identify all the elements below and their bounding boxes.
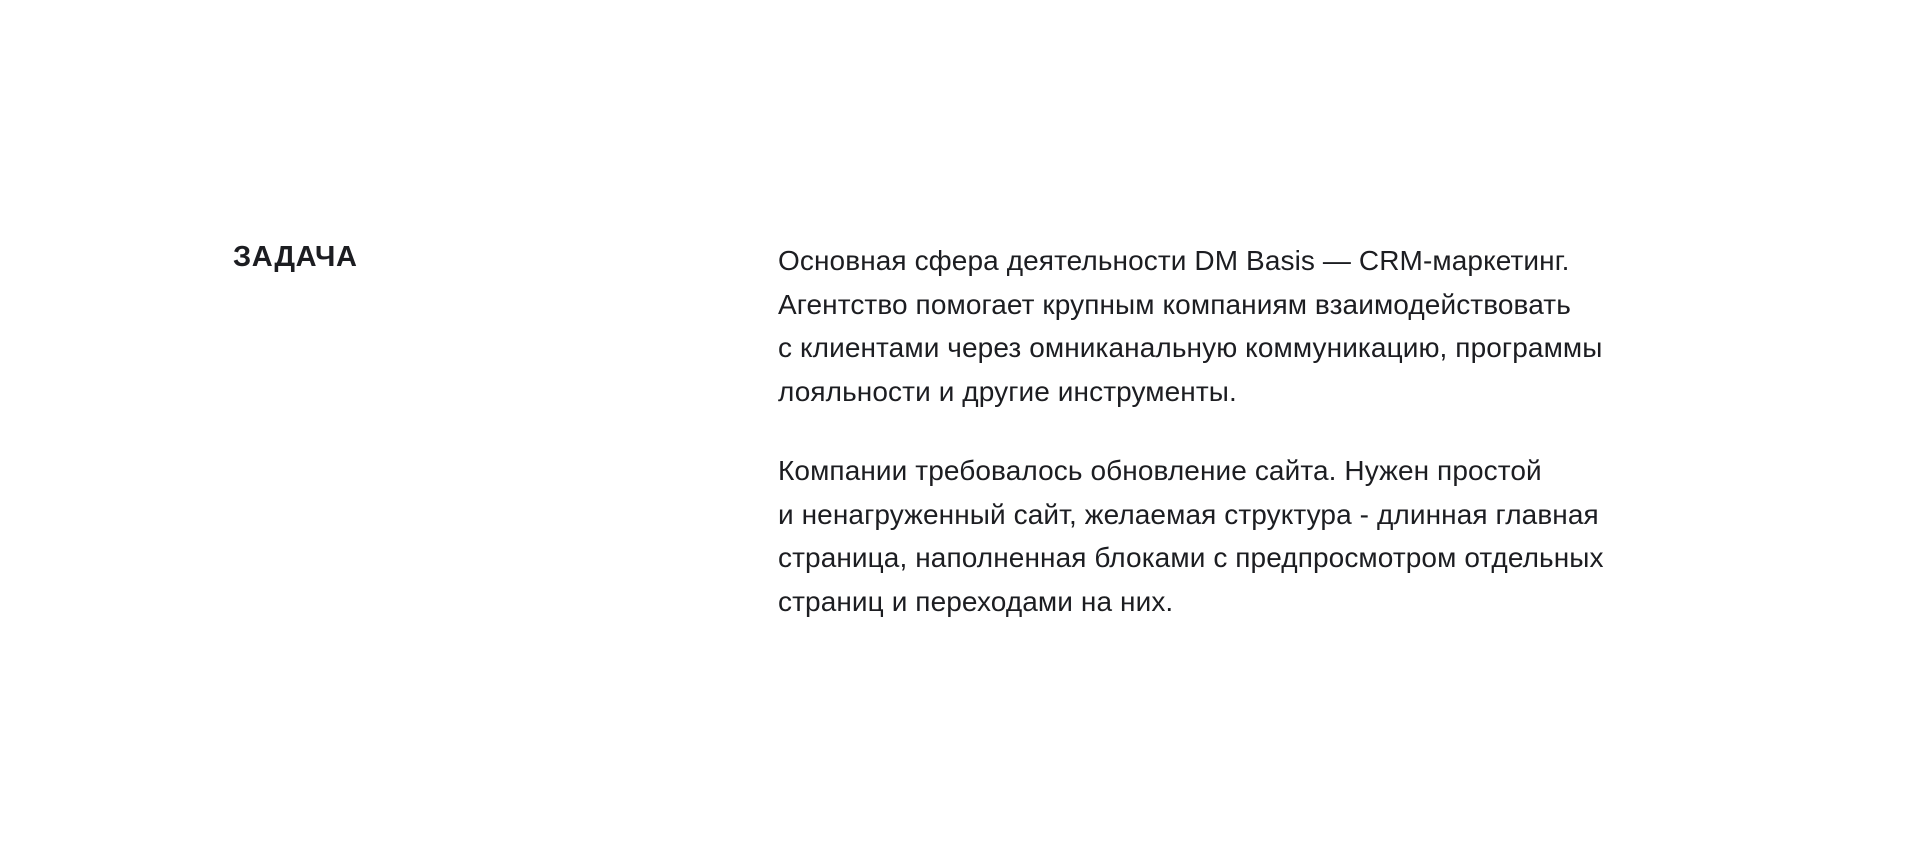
text-line: страниц и переходами на них. [778,585,1174,617]
text-line: Основная сфера деятельности DM Basis — CRM-маркетинг. [778,245,1570,276]
task-paragraph [778,449,1638,623]
task-paragraph [778,239,1638,413]
section-label: ЗАДАЧА [233,241,358,273]
text-line: лояльности и другие инструменты. [778,375,1237,407]
task-description [778,239,1638,623]
text-line: страница, наполненная блоками с предпросмотром отдельных [778,542,1604,573]
text-line: Компании требовалось обновление сайта. Нужен простой [778,455,1542,486]
text-line: с клиентами через омниканальную коммуникацию, программы [778,332,1603,363]
text-line: Агентство помогает крупным компаниям взаимодействовать [778,288,1571,320]
text-line: и ненагруженный сайт, желаемая структура - длинная главная [778,498,1599,530]
